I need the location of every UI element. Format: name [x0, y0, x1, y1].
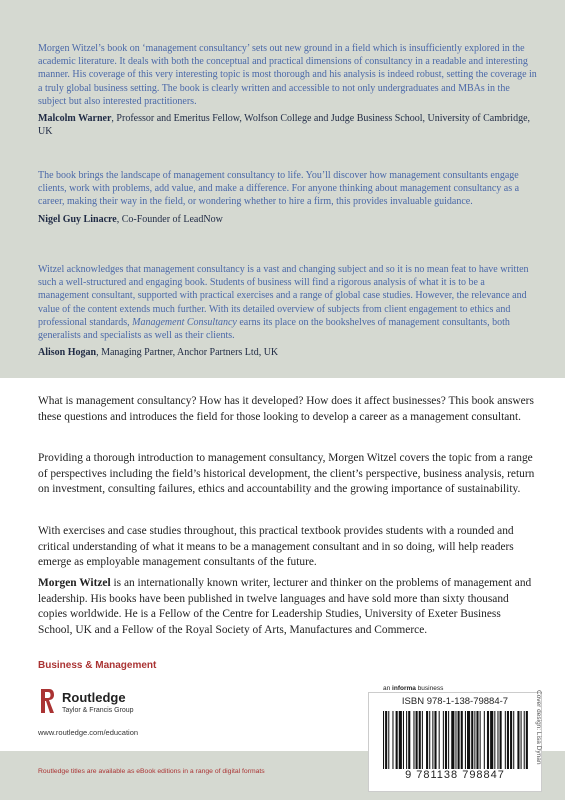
review-text: Morgen Witzel’s book on ‘management consultancy’ sets out new ground in a field which is insufficiently explored in the academic literature. It deals with both the conceptual and practical dimensions of consultancy in a readable and interesting manner. His coverage of this very interesting topic is most thorough and his analysis is indeed robust, setting the coverage in a truly global business setting. The book is clearly written and accessible to not only undergraduates and MBAs in the subject but also interested practitioners. [38, 43, 537, 107]
reviewer-name: Alison Hogan [38, 347, 97, 359]
review-attribution [38, 213, 538, 226]
blurb-text: What is management consultancy? How has it developed? How does it affect businesses? This book answers these questions and introduces the field for those looking to develop a career as a management consultant. [38, 395, 534, 423]
review-1 [38, 42, 538, 138]
cover-design-credit: Cover design: Lisa Dynan [535, 690, 542, 765]
review-text-part: earns its place on the bookshelves of management consultants, both generalists and specialists as well as their clients. [38, 316, 510, 342]
isbn: ISBN 978-1-138-79884-7 [401, 696, 509, 707]
blurb-text: With exercises and case studies throughout, this practical textbook provides students with a rounded and critical understanding of what it means to be a management consultant and in so doing, will help readers emerge as employable management consultants of the future. [38, 525, 514, 569]
informa-prefix: an [383, 685, 393, 692]
book-title-italic: Management Consultancy [132, 316, 237, 328]
blurb-paragraph-3 [38, 524, 536, 571]
informa-suffix: business [415, 685, 444, 692]
publisher-url: www.routledge.com/education [38, 728, 139, 737]
author-bio [38, 576, 536, 638]
informa-business-label [383, 685, 443, 692]
ebook-note: Routledge titles are available as eBook editions in a range of digital formats [38, 768, 265, 775]
barcode-panel [368, 692, 542, 792]
publisher-logo [38, 686, 238, 722]
informa-brand: informa [392, 685, 416, 692]
blurb-paragraph-1 [38, 394, 536, 425]
author-bio-text [38, 576, 536, 638]
review-3 [38, 263, 538, 359]
reviewer-role: , Professor and Emeritus Fellow, Wolfson College and Judge Business School, University of Cambridge, UK [38, 113, 531, 138]
reviewer-name: Nigel Guy Linacre [38, 213, 117, 225]
blurb-paragraph-2 [38, 451, 536, 498]
review-2 [38, 169, 538, 226]
subject-category: Business & Management [38, 660, 157, 671]
review-attribution [38, 112, 538, 138]
ean-number: 9 781138 798847 [405, 769, 505, 781]
publisher-name: Routledge [62, 690, 126, 705]
review-text-part: Witzel acknowledges that management consultancy is a vast and changing subject and so it is no mean feat to have written such a well-structured and engaging book. Students of business will find a rigorous analysis of what it is to be a management consultant, supported with practical exercises and a range of global case studies. However, the relevance and value of the content extends much further. With its detailed overview of subjects from client engagement to ethics and professional standards, [38, 264, 529, 328]
reviewer-role: , Co-Founder of LeadNow [116, 213, 223, 225]
routledge-r-icon [38, 686, 56, 716]
blurb-text: Providing a thorough introduction to management consultancy, Morgen Witzel covers the topic from a range of perspectives including the field’s historical development, the client’s perspective, business analysis, return on investment, consulting failures, ethics and accountability and the growing importance of sustainability. [38, 452, 535, 496]
review-attribution [38, 346, 538, 359]
author-bio-body: is an internationally known writer, lecturer and thinker on the problems of management and leadership. His books have been published in twelve languages and have sold more than sixty thousand copies worldwide. He is a Fellow of the Centre for Leadership Studies, University of Exeter Business School, UK and a Fellow of the Royal Society of Arts, Manufactures and Commerce. [38, 577, 532, 636]
author-name: Morgen Witzel [38, 577, 111, 589]
review-text: The book brings the landscape of management consultancy to life. You’ll discover how management consultants engage clients, work with problems, add value, and make a difference. For anyone thinking about management consultancy as a career, making their way in the field, or wondering whether to hire a firm, this provides invaluable guidance. [38, 170, 520, 208]
reviewer-name: Malcolm Warner [38, 113, 112, 125]
barcode-graphic [381, 711, 529, 769]
review-text [38, 263, 538, 342]
publisher-group: Taylor & Francis Group [62, 707, 134, 714]
reviewer-role: , Managing Partner, Anchor Partners Ltd, UK [96, 347, 279, 359]
